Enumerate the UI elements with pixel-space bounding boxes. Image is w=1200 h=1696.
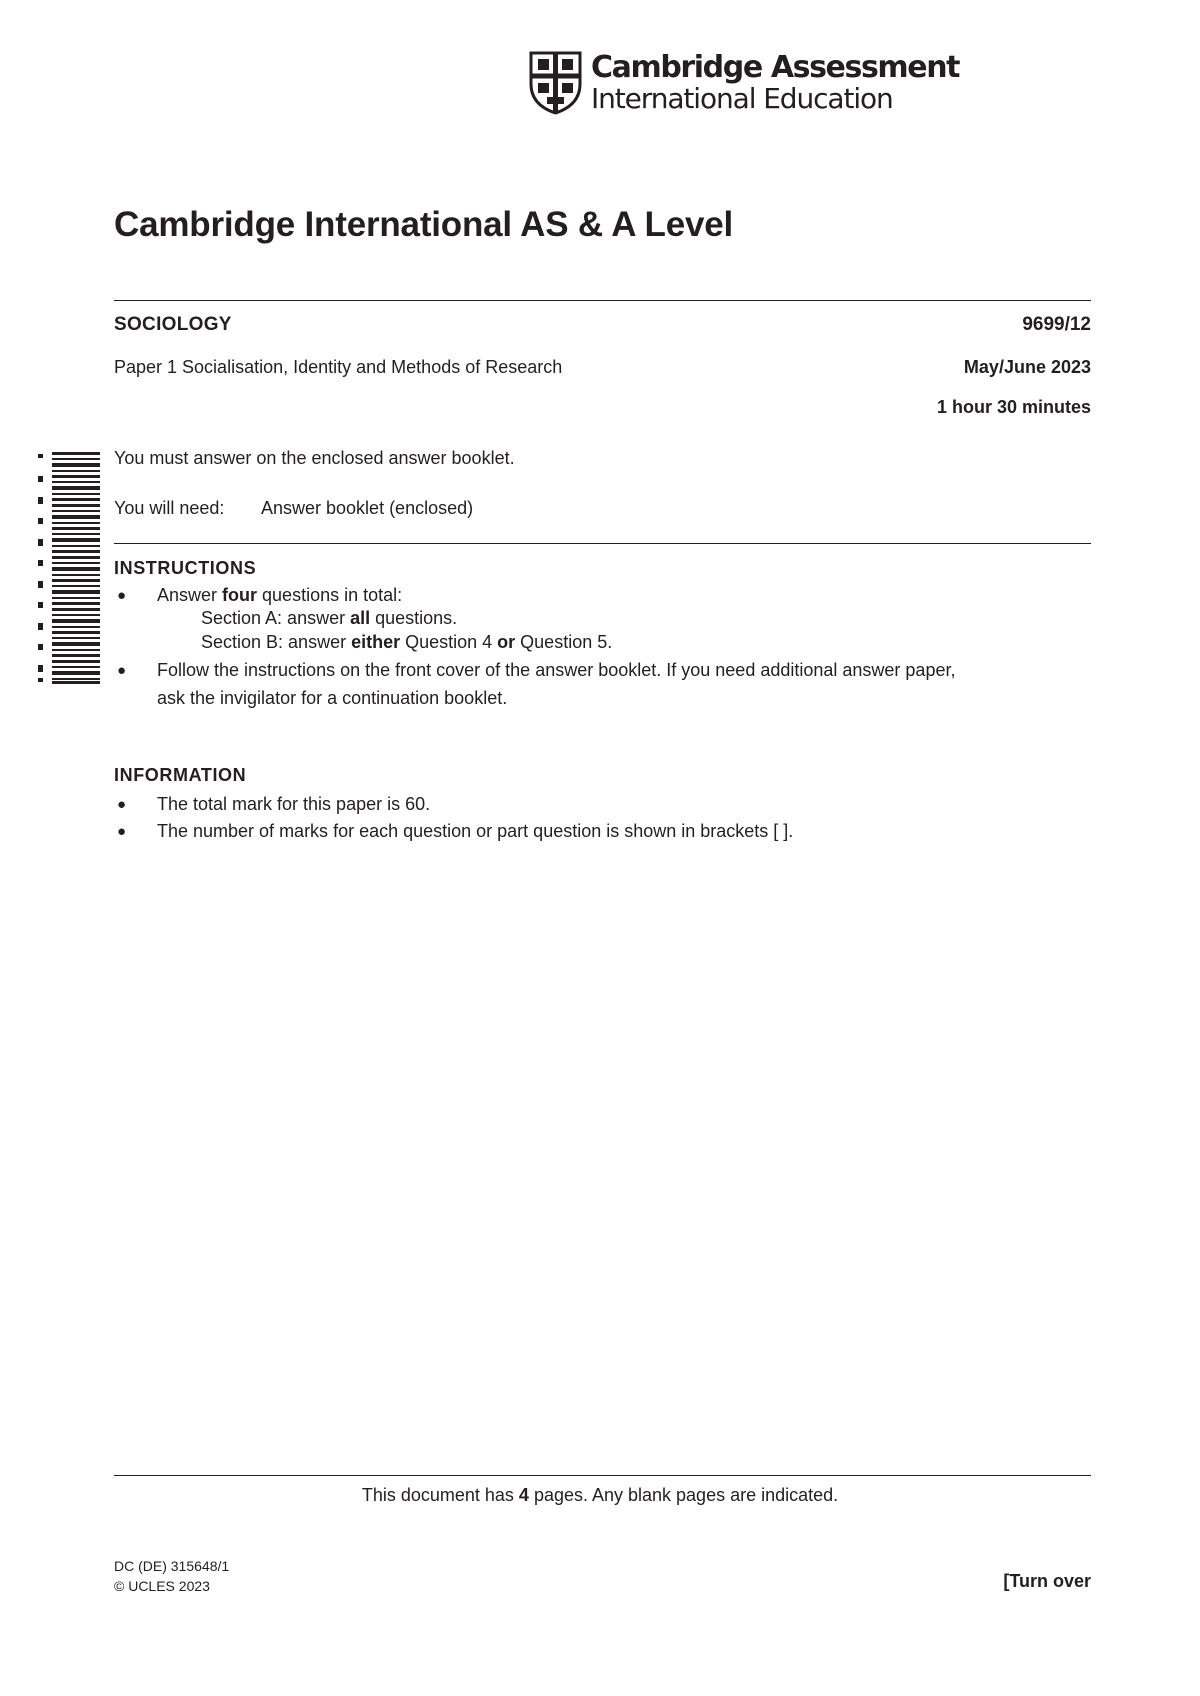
instruction-text: Section B: answer bbox=[201, 632, 352, 652]
exam-duration: 1 hour 30 minutes bbox=[936, 397, 1091, 417]
section-a-line bbox=[201, 608, 457, 629]
information-item-1: The total mark for this paper is 60. bbox=[157, 794, 431, 814]
instruction-emphasis: all bbox=[350, 608, 371, 628]
instruction-text: ask the invigilator for a continuation booklet. bbox=[157, 688, 508, 708]
bullet-icon: ● bbox=[117, 796, 127, 813]
footer-text: This document has bbox=[361, 1485, 519, 1505]
instruction-text: Follow the instructions on the front cover of the answer booklet. If you need additional answer paper, bbox=[157, 660, 956, 680]
footer-text: pages. Any blank pages are indicated. bbox=[528, 1485, 839, 1505]
answer-booklet-note: You must answer on the enclosed answer booklet. bbox=[114, 448, 515, 468]
turn-over-label: [Turn over bbox=[1003, 1571, 1091, 1591]
logo-line2: International Education bbox=[591, 82, 893, 115]
instruction-text: Section A: answer bbox=[201, 608, 351, 628]
subject-name: SOCIOLOGY bbox=[114, 314, 232, 335]
bullet-icon: ● bbox=[117, 823, 127, 840]
divider-bottom bbox=[114, 1475, 1091, 1476]
instruction-item-2 bbox=[157, 656, 955, 712]
instruction-text: Question 5. bbox=[515, 632, 613, 652]
section-b-line bbox=[201, 632, 612, 653]
you-will-need-value: Answer booklet (enclosed) bbox=[261, 498, 474, 518]
cambridge-logo bbox=[528, 50, 959, 116]
exam-session: May/June 2023 bbox=[963, 357, 1091, 377]
document-code-block bbox=[114, 1556, 229, 1596]
page-count-note bbox=[0, 1485, 1200, 1506]
page-count: 4 bbox=[518, 1485, 529, 1505]
information-heading: INFORMATION bbox=[114, 765, 247, 785]
copyright: © UCLES 2023 bbox=[114, 1578, 210, 1594]
page-title: Cambridge International AS & A Level bbox=[114, 205, 734, 244]
logo-line1: Cambridge Assessment bbox=[591, 50, 960, 85]
paper-title: Paper 1 Socialisation, Identity and Methods of Research bbox=[114, 357, 563, 377]
divider-middle bbox=[114, 543, 1091, 544]
instruction-emphasis: either bbox=[351, 632, 401, 652]
instruction-text: Question 4 bbox=[400, 632, 498, 652]
syllabus-code: 9699/12 bbox=[1022, 314, 1091, 335]
instruction-emphasis: four bbox=[222, 585, 258, 605]
divider-top bbox=[114, 300, 1091, 301]
barcode-icon bbox=[34, 452, 100, 684]
instruction-text: questions. bbox=[370, 608, 458, 628]
information-item-2: The number of marks for each question or part question is shown in brackets [ ]. bbox=[157, 821, 794, 841]
cambridge-shield-icon bbox=[528, 50, 583, 116]
bullet-icon: ● bbox=[117, 662, 127, 679]
instruction-item-1 bbox=[157, 581, 402, 609]
instruction-text: questions in total: bbox=[257, 585, 403, 605]
document-code: DC (DE) 315648/1 bbox=[114, 1558, 230, 1574]
instructions-heading: INSTRUCTIONS bbox=[114, 558, 257, 578]
bullet-icon: ● bbox=[117, 587, 127, 604]
you-will-need-label: You will need: bbox=[114, 498, 225, 518]
instruction-emphasis: or bbox=[497, 632, 516, 652]
instruction-text: Answer bbox=[157, 585, 223, 605]
